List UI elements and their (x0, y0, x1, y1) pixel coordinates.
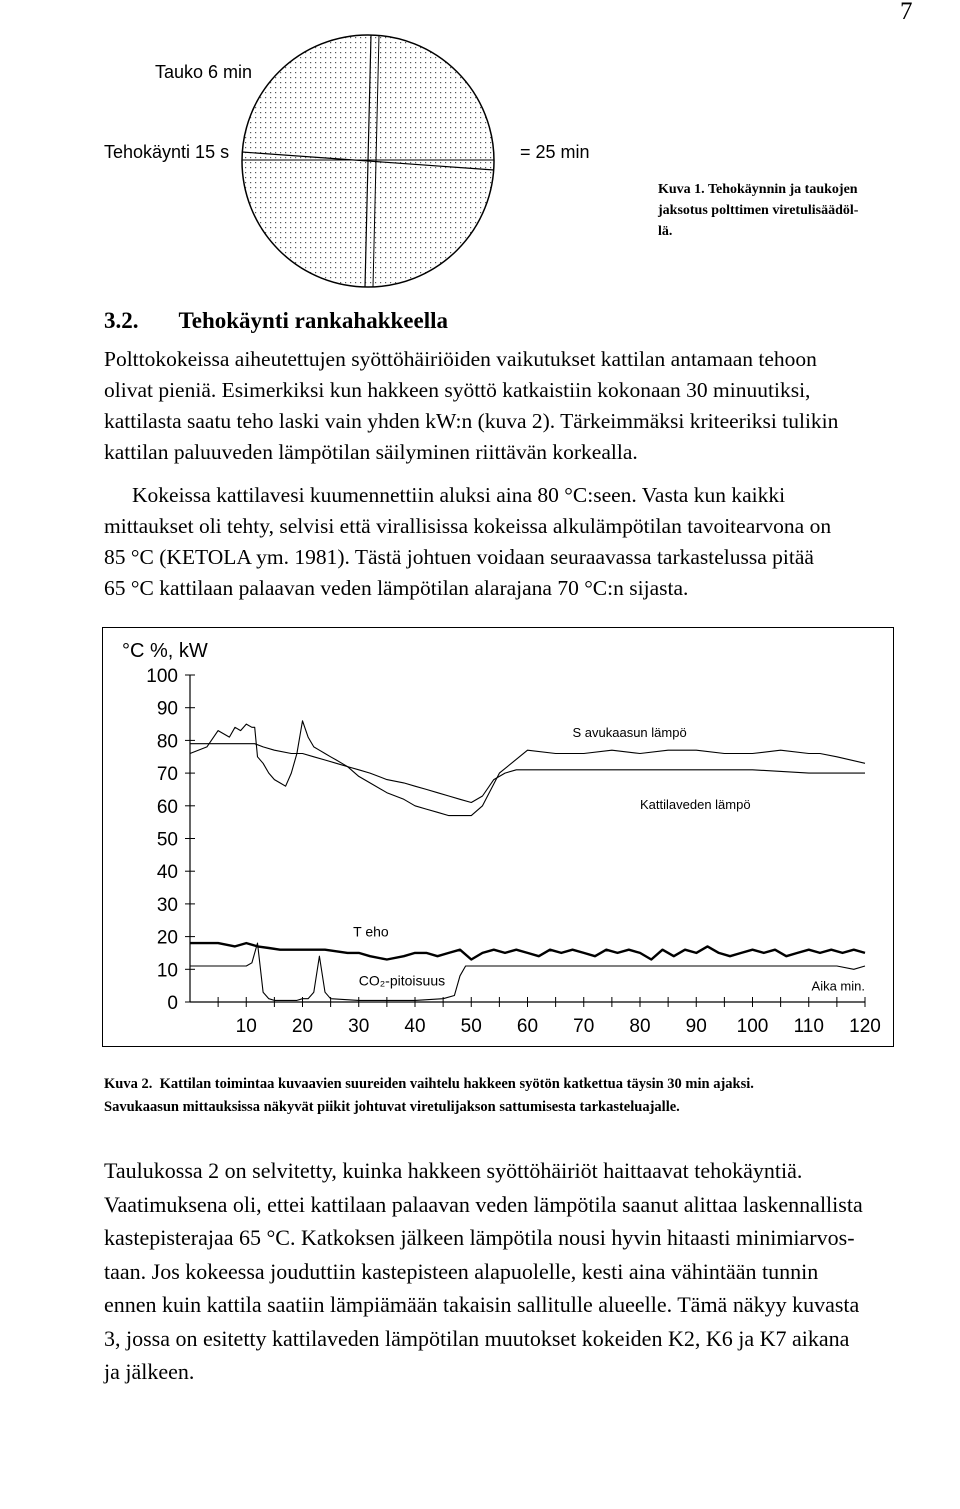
x-tick-label: 80 (629, 1016, 651, 1037)
series-line-1 (190, 721, 865, 816)
paragraph-1 (104, 344, 910, 468)
x-tick-label: 10 (235, 1016, 257, 1037)
figure2-caption (104, 1073, 924, 1119)
paragraph-3-line: kastepisterajaa 65 °C. Katkoksen jälkeen lämpötila nousi hyvin hitaasti minimiarvos- (104, 1225, 855, 1250)
annotation-flue-gas-temp: S avukaasun lämpö (572, 725, 687, 741)
x-tick-label: 70 (573, 1016, 595, 1037)
paragraph-2-line: mittaukset oli tehty, selvisi että virallisissa kokeissa alkulämpötilan tavoitearvona on (104, 514, 832, 538)
paragraph-3-line: ja jälkeen. (104, 1359, 195, 1384)
y-tick-label: 80 (156, 731, 178, 753)
section-number: 3.2. (104, 308, 139, 333)
paragraph-1-line: Polttokokeissa aiheutettujen syöttöhäiriöiden vaikutukset kattilan antamaan tehoon (104, 347, 817, 371)
x-tick-label: 90 (685, 1016, 707, 1037)
paragraph-2-line: 85 °C (KETOLA ym. 1981). Tästä johtuen voidaan seuraavassa tarkastelussa pitää (104, 545, 814, 569)
paragraph-2-line: 65 °C kattilaan palaavan veden lämpötilan alarajana 70 °C:n sijasta. (104, 576, 689, 600)
y-tick-label: 60 (156, 796, 178, 818)
paragraph-3-line: ennen kuin kattila saatiin lämpiämään takaisin sallitulle alueelle. Tämä näkyy kuvasta (104, 1292, 860, 1317)
figure1-caption (658, 179, 898, 242)
y-tick-label: 10 (156, 960, 178, 982)
figure1-caption-bold: Kuva 1. (658, 182, 705, 197)
y-tick-label: 0 (167, 993, 178, 1014)
figure2-caption-bold: Kuva 2. (104, 1076, 153, 1092)
x-tick-label: 120 (849, 1016, 881, 1037)
figure2-caption-text1: Kattilan toimintaa kuvaavien suureiden vaihtelu hakkeen syötön katkettua täysin 30 min ajaksi. (159, 1076, 754, 1092)
y-axis-ticks (146, 666, 195, 1014)
figure2-caption-line1 (104, 1073, 924, 1096)
x-tick-label: 30 (348, 1016, 370, 1037)
y-tick-label: 40 (156, 862, 178, 884)
paragraph-3-line: Vaatimuksena oli, ettei kattilaan palaavan veden lämpötila saanut alittaa laskennallista (104, 1191, 863, 1217)
figure1-caption-line1 (658, 179, 898, 200)
x-tick-label: 100 (736, 1016, 769, 1037)
y-tick-label: 50 (156, 829, 178, 851)
pie-label-run: Tehokäynti 15 s (104, 142, 230, 162)
pie-label-total: = 25 min (520, 142, 590, 162)
paragraph-3 (104, 1154, 908, 1389)
figure1-caption-line3: lä. (658, 224, 673, 239)
x-axis-label: Aika min. (811, 978, 865, 994)
y-tick-label: 90 (156, 698, 178, 720)
section-title: Tehokäynti rankahakkeella (178, 308, 448, 333)
x-tick-label: 20 (291, 1016, 314, 1037)
y-tick-label: 70 (156, 764, 178, 786)
annotation-power: T eho (353, 923, 389, 940)
figure2-caption-line2: Savukaasun mittauksissa näkyvät piikit johtuvat viretulijakson sattumisesta tarkasteluajalle. (104, 1099, 680, 1115)
x-tick-label: 60 (516, 1016, 539, 1037)
y-tick-label: 100 (146, 666, 178, 687)
paragraph-3-line: taan. Jos kokeessa jouduttiin kastepisteen alapuolelle, kesti aina vähintään tunnin (104, 1258, 819, 1284)
paragraph-1-line: kattilasta saatu teho laski vain yhden kW:n (kuva 2). Tärkeimmäksi kriteeriksi tulikin (104, 409, 839, 433)
paragraph-3-line: Taulukossa 2 on selvitetty, kuinka hakkeen syöttöhäiriöt haittaavat tehokäyntiä. (104, 1158, 803, 1183)
paragraph-1-line: kattilan paluuveden lämpötilan säilyminen riittävän korkealla. (104, 440, 638, 464)
x-tick-label: 50 (460, 1016, 482, 1037)
paragraph-3-line: 3, jossa on esitetty kattilaveden lämpötilan muutokset kokeiden K2, K6 ja K7 aikana (104, 1325, 850, 1351)
y-tick-label: 30 (156, 894, 178, 916)
figure1-caption-line2: jaksotus polttimen viretulisäädöl- (658, 203, 859, 218)
duty-cycle-pie (238, 30, 500, 292)
x-axis-ticks (218, 997, 881, 1037)
boiler-chart (102, 627, 894, 1047)
annotation-co2: CO₂-pitoisuus (358, 972, 446, 989)
paragraph-2-line: Kokeissa kattilavesi kuumennettiin aluksi aina 80 °C:seen. Vasta kun kaikki (132, 483, 786, 507)
chart-series (190, 721, 865, 1001)
pie-label-break: Tauko 6 min (155, 62, 253, 82)
section-heading (104, 308, 448, 334)
x-tick-label: 110 (793, 1016, 824, 1037)
series-line-3 (190, 943, 865, 959)
annotation-boiler-water-temp: Kattilaveden lämpö (640, 797, 751, 813)
page-number: 7 (900, 0, 913, 25)
x-tick-label: 40 (404, 1016, 426, 1037)
paragraph-1-line: olivat pieniä. Esimerkiksi kun hakkeen syöttö katkaistiin kokonaan 30 minuutiksi, (104, 378, 811, 402)
y-tick-label: 20 (156, 927, 178, 949)
figure1-caption-text1: Tehokäynnin ja taukojen (707, 182, 858, 197)
paragraph-2 (104, 480, 910, 604)
chart-ylabel: °C %, kW (122, 640, 208, 662)
